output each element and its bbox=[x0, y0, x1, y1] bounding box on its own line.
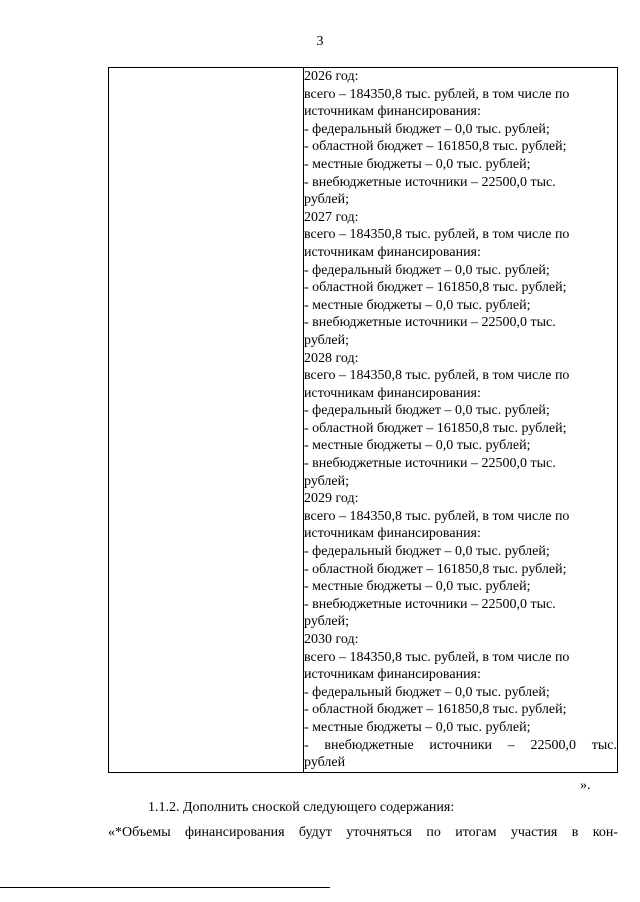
sources-line: источникам финансирования: bbox=[304, 104, 481, 120]
year-heading: 2029 год: bbox=[304, 491, 359, 507]
total-line: всего – 184350,8 тыс. рублей, в том числе по bbox=[304, 227, 570, 243]
local-budget-line: - местные бюджеты – 0,0 тыс. рублей; bbox=[304, 438, 531, 454]
total-line: всего – 184350,8 тыс. рублей, в том числе по bbox=[304, 86, 570, 102]
total-line: всего – 184350,8 тыс. рублей, в том числе по bbox=[304, 508, 570, 524]
total-line: всего – 184350,8 тыс. рублей, в том числе по bbox=[304, 368, 570, 384]
federal-budget-line: - федеральный бюджет – 0,0 тыс. рублей; bbox=[304, 262, 550, 278]
sources-line: источникам финансирования: bbox=[304, 526, 481, 542]
amendment-clause: 1.1.2. Дополнить сноской следующего содержания: bbox=[148, 800, 455, 815]
footnote-text: «*Объемы финансирования будут уточняться по итогам участия в кон- bbox=[108, 825, 618, 840]
extrabudgetary-line: - внебюджетные источники – 22500,0 тыс. bbox=[304, 596, 556, 612]
extrabudgetary-line: - внебюджетные источники – 22500,0 тыс. bbox=[304, 315, 556, 331]
local-budget-line: - местные бюджеты – 0,0 тыс. рублей; bbox=[304, 297, 531, 313]
rubles-line: рублей; bbox=[304, 614, 349, 630]
regional-budget-line: - областной бюджет – 161850,8 тыс. рублей; bbox=[304, 280, 567, 296]
closing-quote: ». bbox=[580, 778, 591, 793]
footnote-separator bbox=[0, 887, 330, 888]
federal-budget-line: - федеральный бюджет – 0,0 тыс. рублей; bbox=[304, 544, 550, 560]
year-heading: 2030 год: bbox=[304, 632, 359, 647]
year-heading: 2028 год: bbox=[304, 350, 359, 366]
financing-table bbox=[108, 67, 618, 773]
rubles-line: рублей; bbox=[304, 473, 349, 489]
table-right-cell bbox=[304, 68, 618, 773]
rubles-line: рублей; bbox=[304, 332, 349, 348]
extrabudgetary-line: - внебюджетные источники – 22500,0 тыс. bbox=[304, 456, 556, 472]
regional-budget-line: - областной бюджет – 161850,8 тыс. рублей; bbox=[304, 420, 567, 436]
extrabudgetary-line: - внебюджетные источники – 22500,0 тыс. bbox=[304, 174, 556, 190]
federal-budget-line: - федеральный бюджет – 0,0 тыс. рублей; bbox=[304, 684, 550, 700]
rubles-line: рублей bbox=[304, 755, 346, 771]
year-heading: 2027 год: bbox=[304, 209, 359, 225]
page-number: 3 bbox=[316, 34, 324, 49]
regional-budget-line: - областной бюджет – 161850,8 тыс. рублей; bbox=[304, 561, 567, 577]
sources-line: источникам финансирования: bbox=[304, 244, 481, 260]
sources-line: источникам финансирования: bbox=[304, 385, 481, 401]
regional-budget-line: - областной бюджет – 161850,8 тыс. рублей; bbox=[304, 139, 567, 155]
total-line: всего – 184350,8 тыс. рублей, в том числе по bbox=[304, 649, 570, 665]
federal-budget-line: - федеральный бюджет – 0,0 тыс. рублей; bbox=[304, 121, 550, 137]
table-left-cell bbox=[109, 68, 304, 773]
table-row bbox=[109, 68, 618, 773]
extrabudgetary-line: - внебюджетные источники – 22500,0 тыс. bbox=[304, 737, 617, 753]
local-budget-line: - местные бюджеты – 0,0 тыс. рублей; bbox=[304, 156, 531, 172]
year-heading: 2026 год: bbox=[304, 69, 359, 84]
sources-line: источникам финансирования: bbox=[304, 667, 481, 683]
local-budget-line: - местные бюджеты – 0,0 тыс. рублей; bbox=[304, 579, 531, 595]
regional-budget-line: - областной бюджет – 161850,8 тыс. рублей; bbox=[304, 702, 567, 718]
federal-budget-line: - федеральный бюджет – 0,0 тыс. рублей; bbox=[304, 403, 550, 419]
local-budget-line: - местные бюджеты – 0,0 тыс. рублей; bbox=[304, 719, 531, 735]
rubles-line: рублей; bbox=[304, 192, 349, 208]
